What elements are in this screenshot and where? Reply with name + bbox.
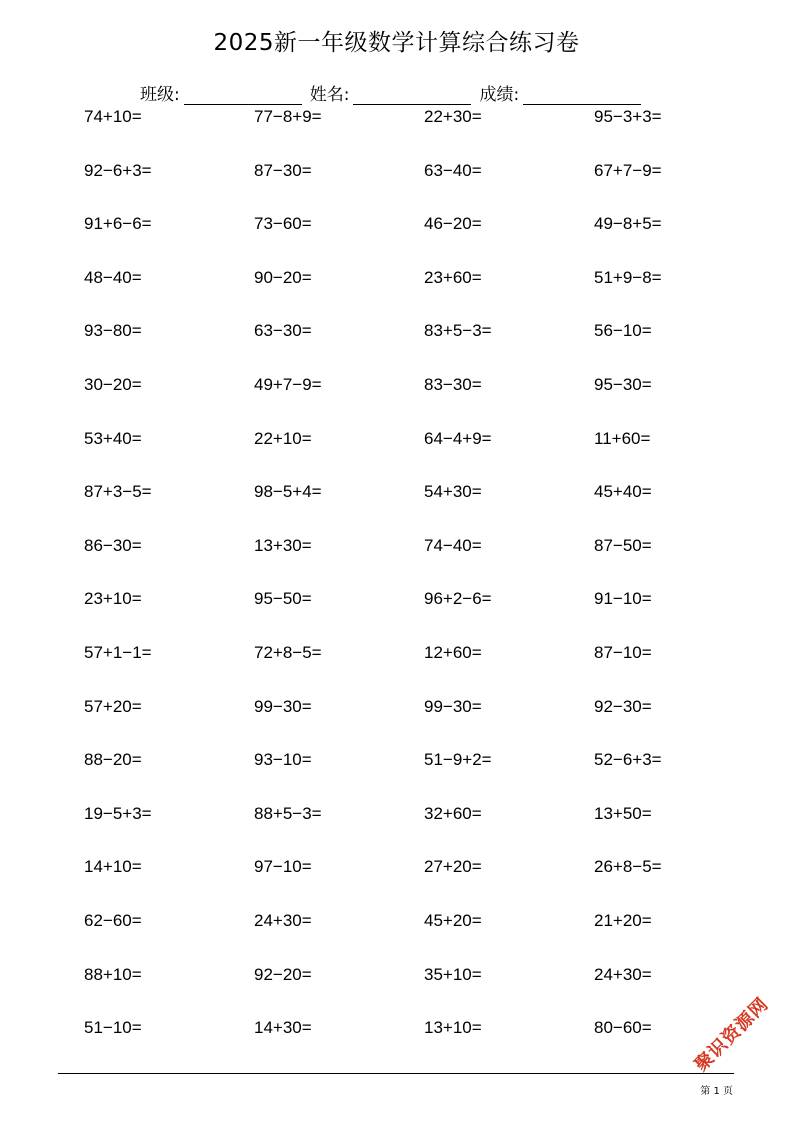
problem-item: 87−30=: [254, 160, 312, 180]
problem-row: [84, 320, 764, 374]
problem-item: 88+5−3=: [254, 803, 322, 823]
problem-item: 26+8−5=: [594, 857, 662, 877]
score-label: 成绩:: [479, 85, 520, 105]
problem-item: 53+40=: [84, 428, 142, 448]
problem-row: [84, 749, 764, 803]
class-label: 班级:: [140, 85, 180, 105]
problem-item: 46−20=: [424, 214, 482, 234]
problem-row: [84, 267, 764, 321]
problem-row: [84, 964, 764, 1018]
name-label: 姓名:: [309, 85, 350, 105]
problem-item: 83+5−3=: [424, 321, 492, 341]
problem-item: 74+10=: [84, 107, 142, 126]
problem-item: 83−30=: [424, 374, 482, 394]
name-field: [310, 80, 472, 105]
problem-item: 13+30=: [254, 535, 312, 555]
problem-row: [84, 481, 764, 535]
problem-row: [84, 535, 764, 589]
problem-item: 21+20=: [594, 910, 652, 930]
class-blank: [184, 88, 302, 105]
problem-item: 30−20=: [84, 374, 142, 394]
problem-row: [84, 374, 764, 428]
problem-item: 22+30=: [424, 107, 482, 126]
problem-item: 14+30=: [254, 1018, 312, 1038]
class-field: [140, 80, 302, 105]
problem-row: [84, 106, 764, 160]
footer-divider: [58, 1073, 734, 1074]
problem-grid: [84, 106, 764, 1071]
problem-row: [84, 213, 764, 267]
problem-row: [84, 696, 764, 750]
problem-item: 49−8+5=: [594, 214, 662, 234]
problem-item: 99−30=: [424, 696, 482, 716]
watermark: 聚识资源网: [690, 993, 773, 1076]
problem-row: [84, 910, 764, 964]
problem-item: 73−60=: [254, 214, 312, 234]
problem-item: 35+10=: [424, 964, 482, 984]
problem-item: 12+60=: [424, 642, 482, 662]
problem-item: 95−30=: [594, 374, 652, 394]
page-title: 2025新一年级数学计算综合练习卷: [213, 30, 580, 56]
problem-item: 90−20=: [254, 267, 312, 287]
problem-item: 93−80=: [84, 321, 142, 341]
problem-item: 80−60=: [594, 1018, 652, 1038]
problem-item: 45+20=: [424, 910, 482, 930]
problem-item: 49+7−9=: [254, 374, 322, 394]
problem-item: 51−9+2=: [424, 750, 492, 770]
problem-row: [84, 803, 764, 857]
problem-item: 88−20=: [84, 750, 142, 770]
problem-row: [84, 1017, 764, 1071]
problem-item: 86−30=: [84, 535, 142, 555]
problem-item: 93−10=: [254, 750, 312, 770]
problem-item: 56−10=: [594, 321, 652, 341]
problem-row: [84, 160, 764, 214]
problem-row: [84, 642, 764, 696]
problem-item: 57+1−1=: [84, 642, 152, 662]
name-blank: [353, 88, 471, 105]
problem-item: 11+60=: [594, 428, 651, 448]
problem-item: 92−30=: [594, 696, 652, 716]
problem-item: 45+40=: [594, 482, 652, 502]
problem-item: 57+20=: [84, 696, 142, 716]
problem-item: 13+10=: [424, 1018, 482, 1038]
problem-item: 91+6−6=: [84, 214, 152, 234]
problem-item: 88+10=: [84, 964, 142, 984]
problem-item: 32+60=: [424, 803, 482, 823]
problem-item: 98−5+4=: [254, 482, 322, 502]
problem-item: 72+8−5=: [254, 642, 322, 662]
problem-row: [84, 856, 764, 910]
problem-item: 74−40=: [424, 535, 482, 555]
problem-item: 87+3−5=: [84, 482, 152, 502]
problem-item: 63−40=: [424, 160, 482, 180]
problem-row: [84, 588, 764, 642]
problem-item: 92−6+3=: [84, 160, 152, 180]
problem-item: 51−10=: [84, 1018, 142, 1038]
problem-item: 99−30=: [254, 696, 312, 716]
problem-item: 13+50=: [594, 803, 652, 823]
problem-item: 77−8+9=: [254, 107, 322, 126]
problem-row: [84, 428, 764, 482]
problem-item: 97−10=: [254, 857, 312, 877]
problem-item: 63−30=: [254, 321, 312, 341]
problem-item: 27+20=: [424, 857, 482, 877]
problem-item: 87−10=: [594, 642, 652, 662]
problem-item: 19−5+3=: [84, 803, 152, 823]
problem-item: 51+9−8=: [594, 267, 662, 287]
problem-item: 95−50=: [254, 589, 312, 609]
problem-item: 96+2−6=: [424, 589, 492, 609]
problem-item: 48−40=: [84, 267, 142, 287]
problem-item: 92−20=: [254, 964, 312, 984]
problem-item: 24+30=: [594, 964, 652, 984]
problem-item: 24+30=: [254, 910, 312, 930]
problem-item: 91−10=: [594, 589, 652, 609]
problem-item: 23+60=: [424, 267, 482, 287]
score-blank: [523, 88, 641, 105]
problem-item: 23+10=: [84, 589, 142, 609]
problem-item: 52−6+3=: [594, 750, 662, 770]
problem-item: 87−50=: [594, 535, 652, 555]
problem-item: 22+10=: [254, 428, 312, 448]
problem-item: 95−3+3=: [594, 107, 662, 126]
problem-item: 54+30=: [424, 482, 482, 502]
page-number: 第 1 页: [700, 1086, 733, 1097]
problem-item: 67+7−9=: [594, 160, 662, 180]
problem-item: 62−60=: [84, 910, 142, 930]
score-field: [479, 80, 641, 105]
problem-item: 14+10=: [84, 857, 142, 877]
student-info-line: [140, 80, 649, 105]
problem-item: 64−4+9=: [424, 428, 492, 448]
